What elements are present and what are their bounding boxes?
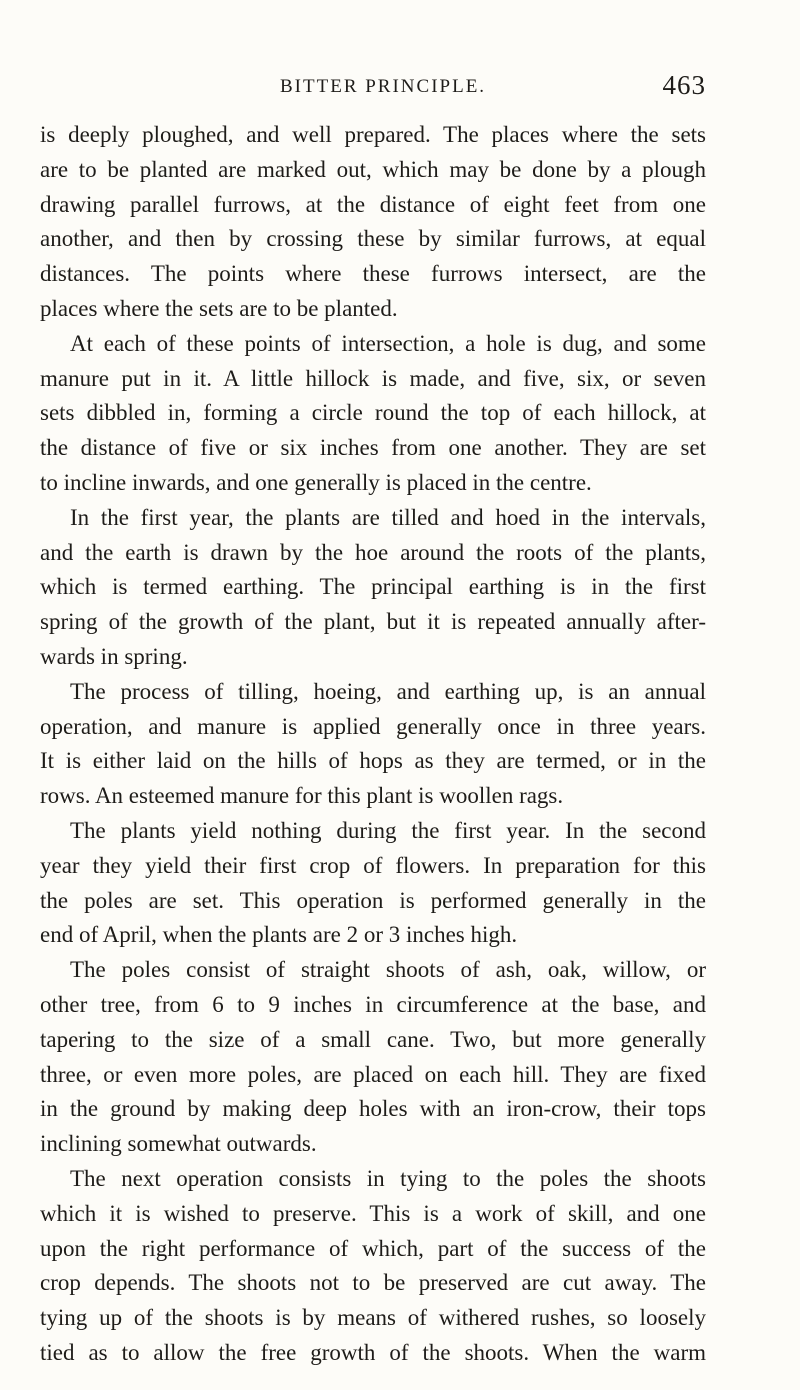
text-line: and the earth is drawn by the hoe around the roots of the plants, — [40, 539, 706, 565]
text-line: are to be planted are marked out, which may be done by a plough — [40, 156, 706, 182]
text-line: distances. The points where these furrows intersect, are the — [40, 261, 706, 287]
text-line: It is either laid on the hills of hops as they are termed, or in the — [40, 748, 706, 774]
paragraph — [40, 327, 706, 501]
text-line: another, and then by crossing these by similar furrows, at equal — [40, 226, 706, 252]
text-line: drawing parallel furrows, at the distance of eight feet from one — [40, 191, 706, 217]
text-line: In the first year, the plants are tilled and hoed in the intervals, — [70, 504, 706, 530]
text-line: upon the right performance of which, part of the success of the — [40, 1235, 706, 1261]
paragraph — [40, 675, 706, 814]
text-line: The next operation consists in tying to the poles the shoots — [70, 1165, 706, 1191]
text-line: tied as to allow the free growth of the shoots. When the warm — [40, 1339, 706, 1365]
text-line: tapering to the size of a small cane. Two, but more generally — [40, 1026, 706, 1052]
text-line: wards in spring. — [40, 643, 188, 669]
text-line: year they yield their first crop of flowers. In preparation for this — [40, 852, 706, 878]
text-line: end of April, when the plants are 2 or 3 inches high. — [40, 922, 518, 948]
running-title: BITTER PRINCIPLE. — [280, 76, 487, 97]
text-line: rows. An esteemed manure for this plant is woollen rags. — [40, 783, 564, 809]
paragraph — [40, 118, 706, 327]
paragraph — [40, 1162, 706, 1371]
text-line: to incline inwards, and one generally is placed in the centre. — [40, 469, 592, 495]
text-line: inclining somewhat outwards. — [40, 1131, 317, 1157]
text-line: operation, and manure is applied generally once in three years. — [40, 713, 706, 739]
text-line: in the ground by making deep holes with an iron-crow, their tops — [40, 1096, 706, 1122]
text-line: the distance of five or six inches from one another. They are set — [40, 435, 706, 461]
text-line: At each of these points of intersection, a hole is dug, and some — [70, 330, 706, 356]
text-line: which is termed earthing. The principal earthing is in the first — [40, 574, 706, 600]
text-line: the poles are set. This operation is performed generally in the — [40, 887, 706, 913]
text-line: three, or even more poles, are placed on each hill. They are fixed — [40, 1061, 706, 1087]
paragraph — [40, 814, 706, 953]
text-line: crop depends. The shoots not to be preserved are cut away. The — [40, 1270, 706, 1296]
body-text — [40, 118, 706, 1371]
running-head — [40, 70, 706, 110]
text-line: spring of the growth of the plant, but it is repeated annually after- — [40, 609, 706, 635]
text-line: The process of tilling, hoeing, and earthing up, is an annual — [70, 678, 706, 704]
text-line: sets dibbled in, forming a circle round the top of each hillock, at — [40, 400, 706, 426]
text-line: tying up of the shoots is by means of withered rushes, so loosely — [40, 1305, 706, 1331]
page-number: 463 — [662, 70, 706, 100]
text-line: places where the sets are to be planted. — [40, 295, 398, 321]
paragraph — [40, 501, 706, 675]
text-line: The poles consist of straight shoots of ash, oak, willow, or — [70, 957, 706, 983]
text-line: The plants yield nothing during the first year. In the second — [70, 817, 706, 843]
text-line: which it is wished to preserve. This is a work of skill, and one — [40, 1200, 706, 1226]
text-line: manure put in it. A little hillock is made, and five, six, or seven — [40, 365, 706, 391]
text-line: is deeply ploughed, and well prepared. The places where the sets — [40, 122, 706, 147]
paragraph — [40, 953, 706, 1162]
text-line: other tree, from 6 to 9 inches in circumference at the base, and — [40, 991, 706, 1017]
